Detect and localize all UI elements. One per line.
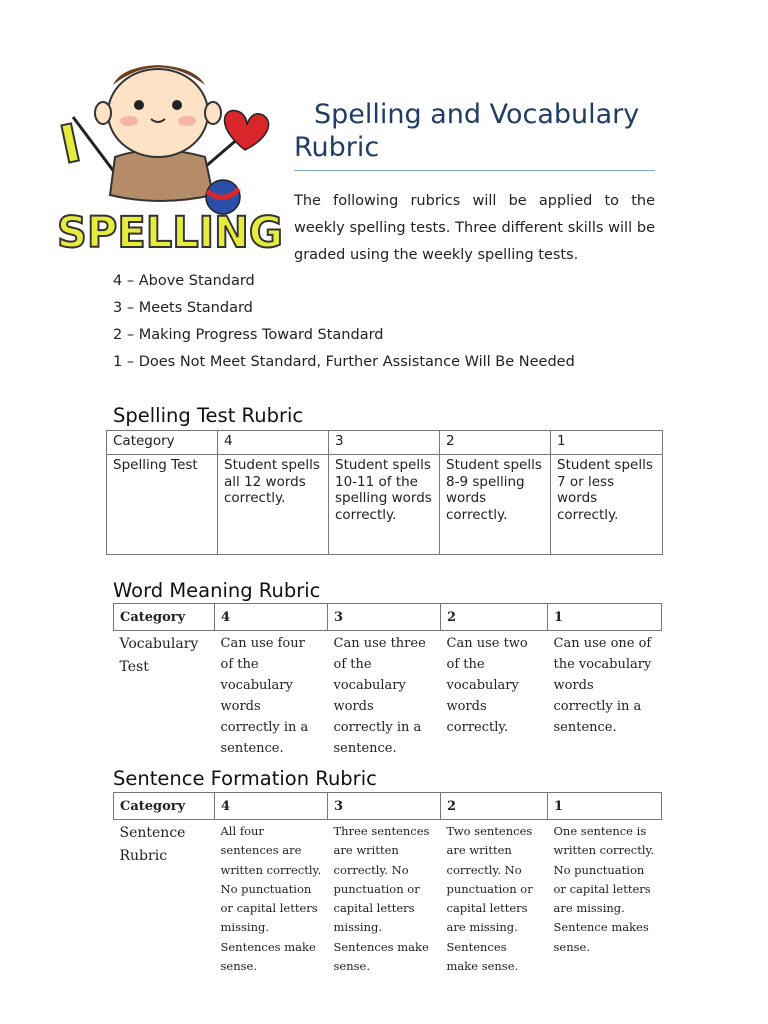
boy-face	[108, 69, 208, 157]
title-divider	[294, 170, 655, 171]
sentence-formation-rubric-table	[113, 792, 662, 978]
scale-item: 2 – Making Progress Toward Standard	[113, 327, 384, 343]
word-meaning-rubric-heading: Word Meaning Rubric	[113, 579, 321, 602]
spelling-test-rubric-heading: Spelling Test Rubric	[113, 404, 304, 427]
clipart-letter-i: I	[55, 113, 87, 177]
header-cell: Category	[114, 604, 215, 631]
criteria-cell: Three sentences are written correctly. No punctuation or capital letters missing. Sentences make sense.	[333, 824, 430, 974]
criteria-cell: Student spells 8-9 spelling words correctly.	[440, 455, 551, 555]
table-header-row	[107, 431, 663, 455]
category-cell: Spelling Test	[107, 455, 218, 555]
header-cell: Category	[114, 793, 215, 820]
criteria-cell: Can use four of the vocabulary words correctly in a sentence.	[220, 636, 309, 756]
category-cell: Vocabulary Test	[119, 636, 199, 675]
header-cell: 3	[328, 604, 441, 631]
grading-scale	[113, 268, 575, 376]
sentence-formation-rubric-heading: Sentence Formation Rubric	[113, 767, 377, 790]
clipart-word-spelling: SPELLING	[57, 208, 283, 255]
header-cell: 4	[215, 604, 328, 631]
intro-paragraph: The following rubrics will be applied to the weekly spelling tests. Three different skills will be graded using the weekly spelling tests.	[294, 193, 655, 263]
category-cell: Sentence Rubric	[119, 825, 186, 864]
table-row	[107, 455, 663, 555]
table-header-row	[114, 793, 662, 820]
table-header-row	[114, 604, 662, 631]
header-cell: Category	[107, 431, 218, 455]
header-cell: 3	[328, 793, 441, 820]
criteria-cell: One sentence is written correctly. No punctuation or capital letters are missing. Sentence makes sense.	[553, 824, 655, 954]
header-cell: 2	[441, 793, 548, 820]
table-row	[114, 820, 662, 979]
criteria-cell: All four sentences are written correctly. No punctuation or capital letters missing. Sentences make sense.	[220, 824, 322, 974]
header-cell: 1	[548, 793, 662, 820]
criteria-cell: Can use three of the vocabulary words correctly in a sentence.	[333, 636, 426, 756]
scale-item: 1 – Does Not Meet Standard, Further Assistance Will Be Needed	[113, 354, 575, 370]
criteria-cell: Student spells all 12 words correctly.	[218, 455, 329, 555]
scale-item: 3 – Meets Standard	[113, 300, 253, 316]
word-meaning-rubric-table	[113, 603, 662, 761]
criteria-cell: Can use one of the vocabulary words correctly in a sentence.	[553, 636, 652, 735]
criteria-cell: Can use two of the vocabulary words correctly.	[446, 636, 528, 735]
header-cell: 4	[218, 431, 329, 455]
header-cell: 3	[329, 431, 440, 455]
table-row	[114, 631, 662, 762]
spelling-test-rubric-table	[106, 430, 663, 555]
title-line-2: Rubric	[294, 132, 380, 163]
header-cell: 1	[548, 604, 662, 631]
header-cell: 2	[441, 604, 548, 631]
page-title	[294, 98, 656, 164]
scale-item: 4 – Above Standard	[113, 273, 255, 289]
criteria-cell: Two sentences are written correctly. No punctuation or capital letters are missing. Sentences make sense.	[446, 824, 533, 974]
spelling-clipart	[55, 55, 285, 255]
header-cell: 4	[215, 793, 328, 820]
title-line-1: Spelling and Vocabulary	[314, 99, 640, 130]
criteria-cell: Student spells 10-11 of the spelling words correctly.	[329, 455, 440, 555]
header-cell: 1	[551, 431, 663, 455]
criteria-cell: Student spells 7 or less words correctly.	[551, 455, 663, 555]
header-cell: 2	[440, 431, 551, 455]
